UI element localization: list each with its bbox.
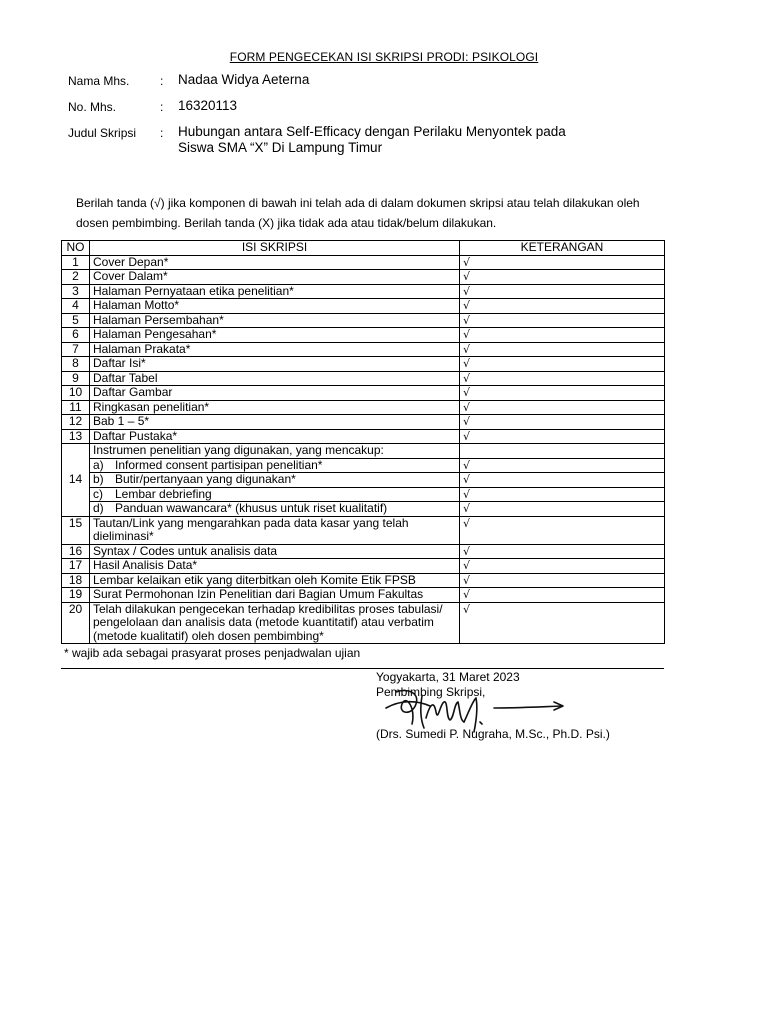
table-subrow bbox=[62, 502, 665, 517]
row-item: Lembar kelaikan etik yang diterbitkan oleh Komite Etik FPSB bbox=[90, 573, 460, 588]
row-no: 14 bbox=[62, 444, 90, 517]
table-row bbox=[62, 429, 665, 444]
check-mark: √ bbox=[460, 357, 665, 372]
check-mark: √ bbox=[460, 270, 665, 285]
row-item: Halaman Persembahan* bbox=[90, 313, 460, 328]
footnote: * wajib ada sebagai prasyarat proses penjadwalan ujian bbox=[64, 646, 361, 660]
check-mark: √ bbox=[460, 429, 665, 444]
checklist-table bbox=[61, 240, 665, 644]
table-row bbox=[62, 415, 665, 430]
table-row bbox=[62, 516, 665, 544]
row-no: 8 bbox=[62, 357, 90, 372]
check-mark: √ bbox=[460, 371, 665, 386]
row-no: 2 bbox=[62, 270, 90, 285]
table-row bbox=[62, 357, 665, 372]
row-item: Surat Permohonan Izin Penelitian dari Bagian Umum Fakultas bbox=[90, 588, 460, 603]
row-item: Halaman Prakata* bbox=[90, 342, 460, 357]
row-no: 5 bbox=[62, 313, 90, 328]
header-note: KETERANGAN bbox=[460, 241, 665, 256]
check-mark: √ bbox=[460, 544, 665, 559]
row-no: 4 bbox=[62, 299, 90, 314]
check-mark: √ bbox=[460, 284, 665, 299]
table-row bbox=[62, 559, 665, 574]
row-no: 20 bbox=[62, 602, 90, 644]
row-no: 7 bbox=[62, 342, 90, 357]
header-item: ISI SKRIPSI bbox=[90, 241, 460, 256]
table-row bbox=[62, 544, 665, 559]
row-item: Syntax / Codes untuk analisis data bbox=[90, 544, 460, 559]
row-item: Daftar Pustaka* bbox=[90, 429, 460, 444]
row-item: Daftar Isi* bbox=[90, 357, 460, 372]
row-no: 11 bbox=[62, 400, 90, 415]
row-item: Bab 1 – 5* bbox=[90, 415, 460, 430]
table-row bbox=[62, 400, 665, 415]
check-mark: √ bbox=[460, 415, 665, 430]
table-row bbox=[62, 299, 665, 314]
row-no: 1 bbox=[62, 255, 90, 270]
row-item: Daftar Tabel bbox=[90, 371, 460, 386]
row-item: Cover Depan* bbox=[90, 255, 460, 270]
field-colon: : bbox=[160, 74, 164, 88]
row-item: d) Panduan wawancara* (khusus untuk riset kualitatif) bbox=[90, 502, 460, 517]
table-row bbox=[62, 444, 665, 459]
check-mark: √ bbox=[460, 299, 665, 314]
sign-name: (Drs. Sumedi P. Nugraha, M.Sc., Ph.D. Psi.) bbox=[376, 727, 610, 741]
check-mark: √ bbox=[460, 602, 665, 644]
table-row bbox=[62, 255, 665, 270]
check-mark: √ bbox=[460, 255, 665, 270]
field-judul-value bbox=[178, 124, 638, 156]
row-no: 10 bbox=[62, 386, 90, 401]
field-no-label: No. Mhs. bbox=[68, 100, 117, 114]
check-mark: √ bbox=[460, 588, 665, 603]
check-mark: √ bbox=[460, 573, 665, 588]
row-no: 9 bbox=[62, 371, 90, 386]
check-mark: √ bbox=[460, 559, 665, 574]
row-item: Ringkasan penelitian* bbox=[90, 400, 460, 415]
table-header-row bbox=[62, 241, 665, 256]
judul-line-1: Hubungan antara Self-Efficacy dengan Perilaku Menyontek pada bbox=[178, 124, 566, 139]
header-no: NO bbox=[62, 241, 90, 256]
table-row bbox=[62, 386, 665, 401]
table-row bbox=[62, 328, 665, 343]
row-no: 13 bbox=[62, 429, 90, 444]
row-item: Halaman Pernyataan etika penelitian* bbox=[90, 284, 460, 299]
row-item: c) Lembar debriefing bbox=[90, 487, 460, 502]
table-subrow bbox=[62, 458, 665, 473]
row-no: 16 bbox=[62, 544, 90, 559]
row-item: Daftar Gambar bbox=[90, 386, 460, 401]
field-nama-label: Nama Mhs. bbox=[68, 74, 130, 88]
check-mark: √ bbox=[460, 313, 665, 328]
table-row bbox=[62, 371, 665, 386]
row-item: Halaman Pengesahan* bbox=[90, 328, 460, 343]
row-item: Instrumen penelitian yang digunakan, yang mencakup: bbox=[90, 444, 460, 459]
check-mark: √ bbox=[460, 400, 665, 415]
row-no: 18 bbox=[62, 573, 90, 588]
row-item: b) Butir/pertanyaan yang digunakan* bbox=[90, 473, 460, 488]
sign-role: Pembimbing Skripsi, bbox=[376, 685, 486, 699]
row-no: 19 bbox=[62, 588, 90, 603]
field-judul-label: Judul Skripsi bbox=[68, 126, 137, 140]
divider bbox=[61, 668, 664, 669]
row-no: 6 bbox=[62, 328, 90, 343]
row-no: 3 bbox=[62, 284, 90, 299]
field-no-value: 16320113 bbox=[178, 98, 238, 113]
table-row bbox=[62, 313, 665, 328]
field-colon: : bbox=[160, 126, 164, 140]
instructions: Berilah tanda (√) jika komponen di bawah ini telah ada di dalam dokumen skripsi atau telah dilakukan oleh dosen pembimbing. Berilah tanda (X) jika tidak ada atau tidak/belum dilakukan. bbox=[76, 196, 640, 230]
row-item: Cover Dalam* bbox=[90, 270, 460, 285]
table-subrow bbox=[62, 473, 665, 488]
judul-line-2: Siswa SMA “X” Di Lampung Timur bbox=[178, 140, 383, 155]
check-mark: √ bbox=[460, 487, 665, 502]
form-title: FORM PENGECEKAN ISI SKRIPSI PRODI: PSIKOLOGI bbox=[229, 50, 539, 64]
row-item: Telah dilakukan pengecekan terhadap kredibilitas proses tabulasi/ pengelolaan dan analisis data (metode kuantitatif) atau verbatim (metode kualitatif) oleh dosen pembimbing* bbox=[90, 602, 460, 644]
check-mark: √ bbox=[460, 458, 665, 473]
check-mark: √ bbox=[460, 473, 665, 488]
sign-place-date: Yogyakarta, 31 Maret 2023 bbox=[376, 670, 520, 684]
row-no: 12 bbox=[62, 415, 90, 430]
check-mark: √ bbox=[460, 502, 665, 517]
check-mark: √ bbox=[460, 386, 665, 401]
row-no: 15 bbox=[62, 516, 90, 544]
table-row bbox=[62, 588, 665, 603]
field-nama-value: Nadaa Widya Aeterna bbox=[178, 72, 310, 87]
check-mark: √ bbox=[460, 516, 665, 544]
row-item: Halaman Motto* bbox=[90, 299, 460, 314]
check-mark: √ bbox=[460, 342, 665, 357]
table-subrow bbox=[62, 487, 665, 502]
row-item: Tautan/Link yang mengarahkan pada data kasar yang telah dieliminasi* bbox=[90, 516, 460, 544]
row-no: 17 bbox=[62, 559, 90, 574]
table-row bbox=[62, 602, 665, 644]
field-colon: : bbox=[160, 100, 164, 114]
table-row bbox=[62, 573, 665, 588]
row-item: a) Informed consent partisipan penelitian* bbox=[90, 458, 460, 473]
check-mark: √ bbox=[460, 328, 665, 343]
table-row bbox=[62, 342, 665, 357]
table-row bbox=[62, 284, 665, 299]
row-item: Hasil Analisis Data* bbox=[90, 559, 460, 574]
table-row bbox=[62, 270, 665, 285]
